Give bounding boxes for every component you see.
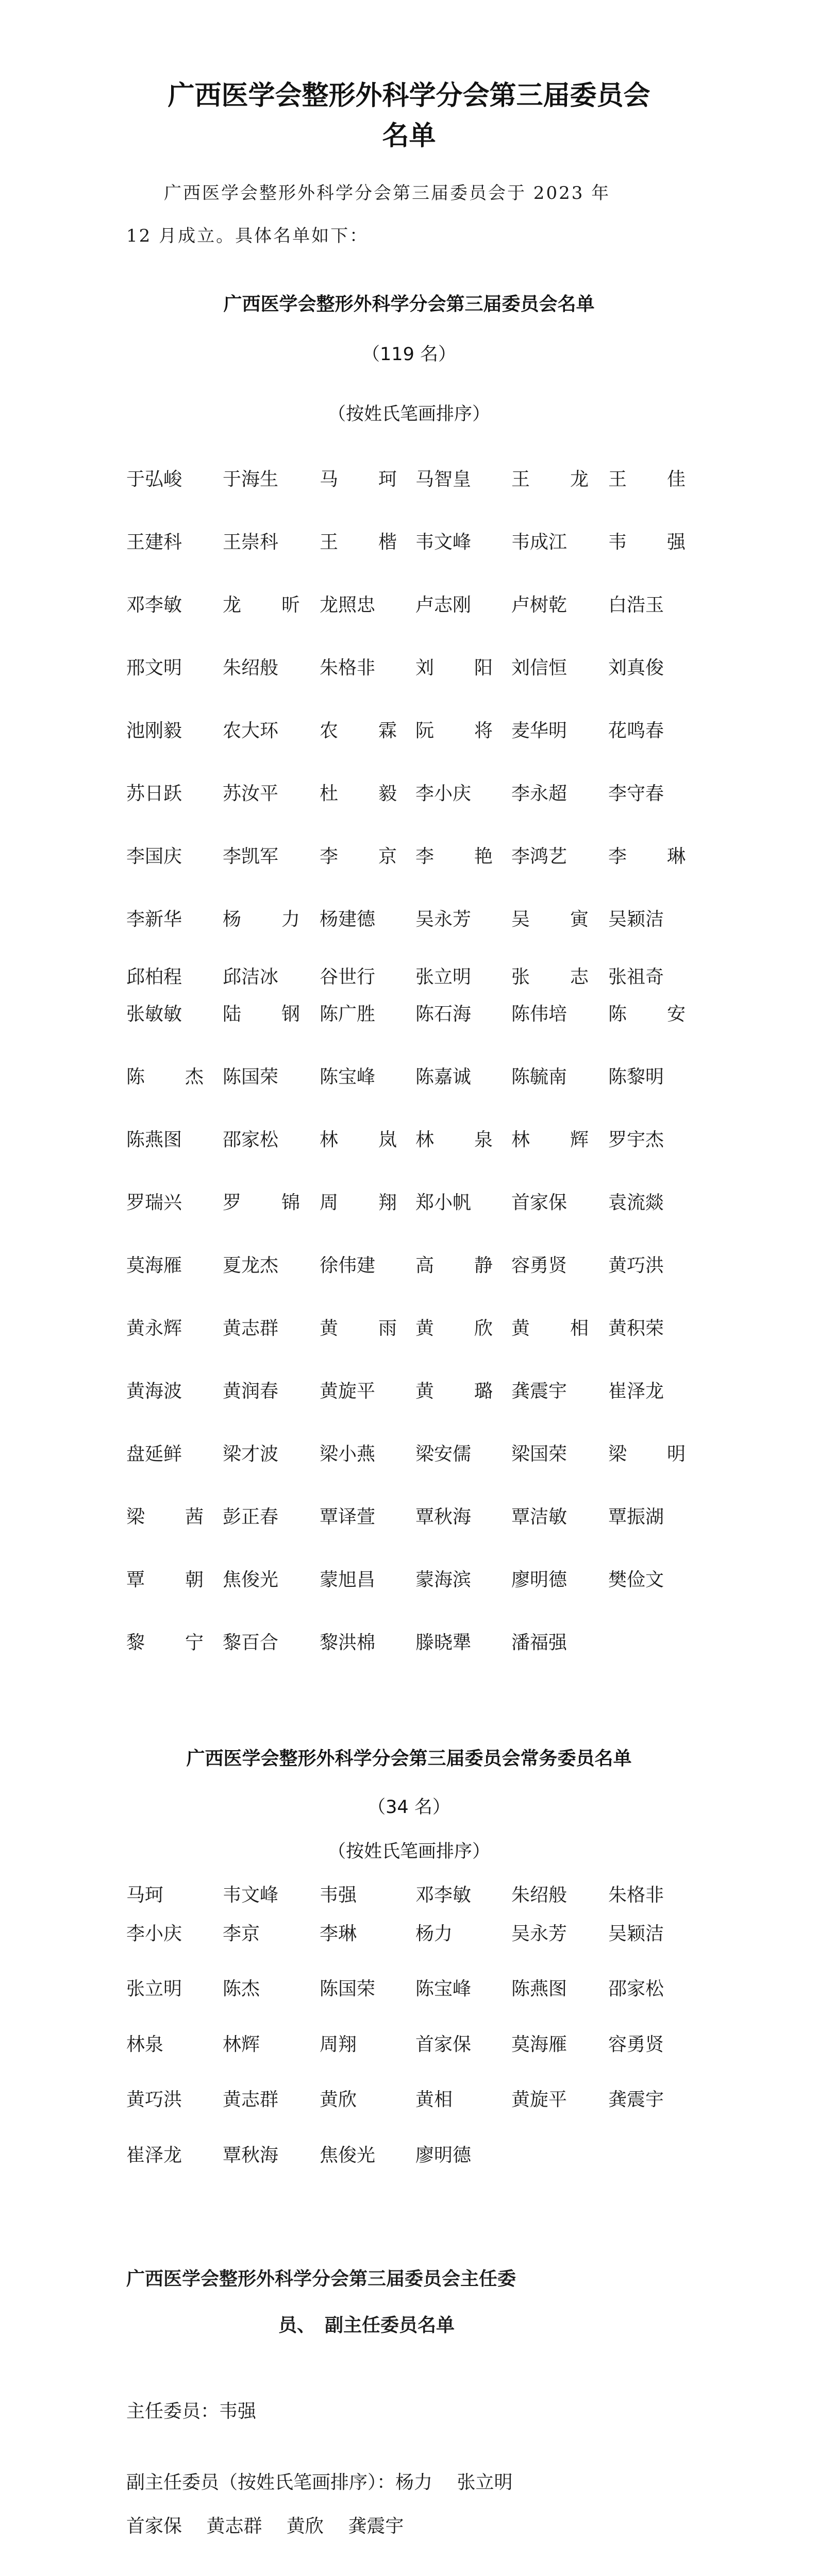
member-name: 蒙旭昌 [320, 1569, 376, 1590]
member-name: 韦文峰 [223, 1885, 279, 1906]
member-name: 杨力 [415, 1923, 453, 1944]
intro-line2: 12 月成立。具体名单如下： [126, 226, 369, 246]
member-name: 杜 毅 [320, 783, 397, 804]
member-name: 黄巧洪 [126, 2089, 182, 2110]
member-name: 廖明德 [511, 1569, 567, 1590]
member-name: 周翔 [320, 2034, 357, 2055]
member-name: 袁流燚 [608, 1192, 664, 1213]
member-name: 陈国荣 [223, 1066, 279, 1088]
member-name: 花鸣春 [608, 720, 664, 741]
chair-line [126, 2397, 256, 2423]
member-name: 吴颖洁 [608, 909, 664, 930]
member-name: 马智皇 [415, 469, 472, 490]
member-name: 黄旋平 [320, 1381, 376, 1402]
member-name: 覃洁敏 [511, 1506, 567, 1528]
member-name: 李永超 [511, 783, 567, 804]
member-name: 陈宝峰 [320, 1066, 376, 1088]
member-name: 林泉 [126, 2034, 164, 2055]
member-name: 杨建德 [320, 909, 376, 930]
member-name: 王崇科 [223, 532, 279, 553]
member-name: 黄海波 [126, 1381, 182, 1402]
member-name: 焦俊光 [223, 1569, 279, 1590]
member-name: 陈黎明 [608, 1066, 664, 1088]
member-name: 邓李敏 [126, 595, 182, 616]
member-name: 廖明德 [415, 2145, 472, 2166]
document-title-line1: 广西医学会整形外科学分会第三届委员会 [168, 80, 650, 111]
member-name: 梁国荣 [511, 1444, 567, 1465]
member-name: 陈 安 [608, 1004, 686, 1025]
member-name: 焦俊光 [320, 2145, 376, 2166]
member-name: 李鸿艺 [511, 846, 567, 867]
member-name: 高 静 [415, 1255, 493, 1276]
vice-chair-names-2: 首家保 黄志群 黄欣 龚震宇 [126, 2516, 404, 2537]
member-name: 容勇贤 [608, 2034, 664, 2055]
member-name: 梁安儒 [415, 1444, 472, 1465]
member-name: 黄 相 [511, 1318, 589, 1339]
member-name: 黄志群 [223, 2089, 279, 2110]
member-name: 陈国荣 [320, 1978, 376, 1999]
member-name: 陈毓南 [511, 1066, 567, 1088]
member-name: 黎 宁 [126, 1632, 204, 1653]
leaders-title-line2: 员、 副主任委员名单 [278, 2315, 455, 2336]
member-name: 林 岚 [320, 1129, 397, 1150]
member-name: 李琳 [320, 1923, 357, 1944]
member-name: 梁才波 [223, 1444, 279, 1465]
member-name: 王 楷 [320, 532, 397, 553]
member-name: 朱绍般 [223, 657, 279, 679]
member-name: 韦强 [320, 1885, 357, 1906]
member-name: 韦成江 [511, 532, 567, 553]
member-name: 马珂 [126, 1885, 164, 1906]
member-name: 卢志刚 [415, 595, 472, 616]
member-name: 莫海雁 [511, 2034, 567, 2055]
standing-count: （34 名） [368, 1797, 450, 1818]
member-name: 于弘峻 [126, 469, 182, 490]
member-name: 梁 茜 [126, 1506, 204, 1528]
member-name: 周 翔 [320, 1192, 397, 1213]
member-name: 陈伟培 [511, 1004, 567, 1025]
member-name: 陈杰 [223, 1978, 260, 1999]
member-name: 韦 强 [608, 532, 686, 553]
member-name: 朱格非 [320, 657, 376, 679]
member-name: 刘真俊 [608, 657, 664, 679]
member-name: 苏日跃 [126, 783, 182, 804]
member-name: 李凯军 [223, 846, 279, 867]
member-name: 苏汝平 [223, 783, 279, 804]
member-name: 农大环 [223, 720, 279, 741]
committee-count: （119 名） [362, 344, 456, 365]
member-name: 邢文明 [126, 657, 182, 679]
member-name: 罗宇杰 [608, 1129, 664, 1150]
member-name: 蒙海滨 [415, 1569, 472, 1590]
member-name: 吴永芳 [511, 1923, 567, 1944]
committee-title: 广西医学会整形外科学分会第三届委员会名单 [223, 294, 595, 315]
standing-title: 广西医学会整形外科学分会第三届委员会常务委员名单 [186, 1748, 632, 1769]
member-name: 徐伟建 [320, 1255, 376, 1276]
member-name: 吴永芳 [415, 909, 472, 930]
vice-chair-line1 [126, 2468, 512, 2494]
member-name: 崔泽龙 [608, 1381, 664, 1402]
member-name: 张 志 [511, 967, 589, 988]
member-name: 黎洪棉 [320, 1632, 376, 1653]
member-name: 覃振湖 [608, 1506, 664, 1528]
member-name: 陆 钢 [223, 1004, 300, 1025]
member-name: 邱洁冰 [223, 967, 279, 988]
member-name: 王 龙 [511, 469, 589, 490]
vice-chair-names-1: 杨力 张立明 [395, 2472, 513, 2493]
member-name: 樊俭文 [608, 1569, 664, 1590]
member-name: 黄欣 [320, 2089, 357, 2110]
member-name: 滕晓犟 [415, 1632, 472, 1653]
member-name: 龙照忠 [320, 595, 376, 616]
standing-order-note: （按姓氏笔画排序） [327, 1841, 490, 1862]
member-name: 黄志群 [223, 1318, 279, 1339]
member-name: 李小庆 [415, 783, 472, 804]
member-name: 王 佳 [608, 469, 686, 490]
member-name: 覃秋海 [223, 2145, 279, 2166]
member-name: 刘 阳 [415, 657, 493, 679]
member-name: 张敏敏 [126, 1004, 182, 1025]
member-name: 盘延鲜 [126, 1444, 182, 1465]
member-name: 李国庆 [126, 846, 182, 867]
member-name: 黄 欣 [415, 1318, 493, 1339]
member-name: 彭正春 [223, 1506, 279, 1528]
member-name: 张祖奇 [608, 967, 664, 988]
member-name: 李小庆 [126, 1923, 182, 1944]
member-name: 朱格非 [608, 1885, 664, 1906]
member-name: 李 琳 [608, 846, 686, 867]
member-name: 陈广胜 [320, 1004, 376, 1025]
member-name: 莫海雁 [126, 1255, 182, 1276]
leaders-title-line1: 广西医学会整形外科学分会第三届委员会主任委 [126, 2268, 516, 2290]
member-name: 陈燕图 [511, 1978, 567, 1999]
member-name: 黄 璐 [415, 1381, 493, 1402]
member-name: 谷世行 [320, 967, 376, 988]
member-name: 潘福强 [511, 1632, 567, 1653]
member-name: 罗 锦 [223, 1192, 300, 1213]
member-name: 张立明 [126, 1978, 182, 1999]
vice-chair-label: 副主任委员（按姓氏笔画排序）： [126, 2472, 396, 2493]
member-name: 邓李敏 [415, 1885, 472, 1906]
member-name: 陈宝峰 [415, 1978, 472, 1999]
member-name: 麦华明 [511, 720, 567, 741]
member-name: 马 珂 [320, 469, 397, 490]
member-name: 吴 寅 [511, 909, 589, 930]
intro-line1: 广西医学会整形外科学分会第三届委员会于 2023 年 [164, 183, 611, 204]
chair-name: 韦强 [219, 2401, 257, 2422]
member-name: 阮 将 [415, 720, 493, 741]
member-name: 崔泽龙 [126, 2145, 182, 2166]
member-name: 首家保 [511, 1192, 567, 1213]
member-name: 邵家松 [608, 1978, 664, 1999]
member-name: 陈燕图 [126, 1129, 182, 1150]
chair-label: 主任委员： [126, 2401, 220, 2422]
member-name: 李 京 [320, 846, 397, 867]
member-name: 罗瑞兴 [126, 1192, 182, 1213]
member-name: 黄 雨 [320, 1318, 397, 1339]
member-name: 林 泉 [415, 1129, 493, 1150]
member-name: 容勇贤 [511, 1255, 567, 1276]
member-name: 黎百合 [223, 1632, 279, 1653]
member-name: 于海生 [223, 469, 279, 490]
member-name: 李 艳 [415, 846, 493, 867]
member-name: 龚震宇 [511, 1381, 567, 1402]
member-name: 龚震宇 [608, 2089, 664, 2110]
member-name: 李守春 [608, 783, 664, 804]
member-name: 龙 昕 [223, 595, 300, 616]
member-name: 邵家松 [223, 1129, 279, 1150]
member-name: 李新华 [126, 909, 182, 930]
member-name: 覃秋海 [415, 1506, 472, 1528]
member-name: 李京 [223, 1923, 260, 1944]
member-name: 王建科 [126, 532, 182, 553]
member-name: 郑小帆 [415, 1192, 472, 1213]
member-name: 首家保 [415, 2034, 472, 2055]
member-name: 林辉 [223, 2034, 260, 2055]
member-name: 黄相 [415, 2089, 453, 2110]
member-name: 陈 杰 [126, 1066, 204, 1088]
member-name: 卢树乾 [511, 595, 567, 616]
member-name: 黄旋平 [511, 2089, 567, 2110]
member-name: 吴颖洁 [608, 1923, 664, 1944]
member-name: 邱柏程 [126, 967, 182, 988]
member-name: 黄永辉 [126, 1318, 182, 1339]
member-name: 朱绍般 [511, 1885, 567, 1906]
member-name: 杨 力 [223, 909, 300, 930]
member-name: 林 辉 [511, 1129, 589, 1150]
member-name: 覃译萱 [320, 1506, 376, 1528]
member-name: 黄巧洪 [608, 1255, 664, 1276]
member-name: 梁 明 [608, 1444, 686, 1465]
member-name: 黄积荣 [608, 1318, 664, 1339]
member-name: 农 霖 [320, 720, 397, 741]
document-title-line2: 名单 [382, 121, 436, 151]
member-name: 覃 朝 [126, 1569, 204, 1590]
member-name: 白浩玉 [608, 595, 664, 616]
member-name: 黄润春 [223, 1381, 279, 1402]
member-name: 刘信恒 [511, 657, 567, 679]
member-name: 池刚毅 [126, 720, 182, 741]
member-name: 韦文峰 [415, 532, 472, 553]
member-name: 陈石海 [415, 1004, 472, 1025]
member-name: 夏龙杰 [223, 1255, 279, 1276]
member-name: 陈嘉诚 [415, 1066, 472, 1088]
member-name: 张立明 [415, 967, 472, 988]
member-name: 梁小燕 [320, 1444, 376, 1465]
committee-order-note: （按姓氏笔画排序） [327, 404, 490, 425]
